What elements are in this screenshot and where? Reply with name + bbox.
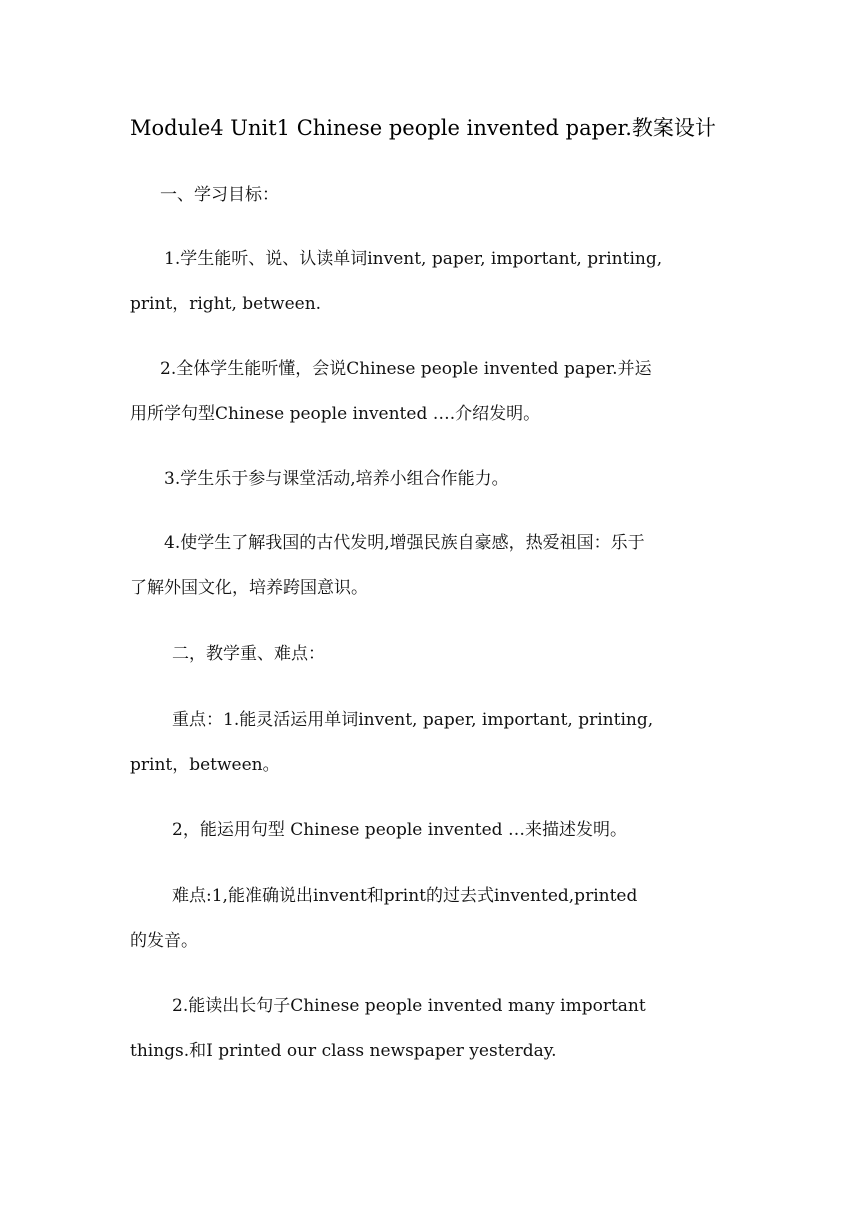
objective-4-line-1: 4.使学生了解我国的古代发明,增强民族自豪感，热爱祖国：乐于: [164, 533, 645, 553]
key-point-2: 2，能运用句型 Chinese people invented …来描述发明。: [172, 820, 627, 840]
difficulty-1-line-2: 的发音。: [130, 931, 198, 951]
key-points-heading: 二，教学重、难点：: [172, 644, 325, 664]
objective-3: 3.学生乐于参与课堂活动,培养小组合作能力。: [164, 469, 509, 489]
objective-4-line-2: 了解外国文化，培养跨国意识。: [130, 578, 368, 598]
objectives-heading: 一、学习目标：: [160, 185, 279, 205]
difficulty-2-line-2: things.和I printed our class newspaper yesterday.: [130, 1041, 557, 1061]
objective-2-line-1: 2.全体学生能听懂，会说Chinese people invented paper.并运: [160, 359, 652, 379]
difficulty-2-line-1: 2.能读出长句子Chinese people invented many important: [172, 996, 646, 1016]
difficulty-1-line-1: 难点:1,能准确说出invent和print的过去式invented,printed: [172, 886, 638, 906]
key-point-1-line-2: print，between。: [130, 755, 280, 775]
objective-2-line-2: 用所学句型Chinese people invented ….介绍发明。: [130, 404, 541, 424]
key-point-1-line-1: 重点：1.能灵活运用单词invent, paper, important, printing,: [172, 710, 654, 730]
objective-1-line-1: 1.学生能听、说、认读单词invent, paper, important, printing,: [164, 249, 663, 269]
document-title: Module4 Unit1 Chinese people invented paper.教案设计: [130, 116, 716, 140]
objective-1-line-2: print，right, between.: [130, 294, 322, 314]
